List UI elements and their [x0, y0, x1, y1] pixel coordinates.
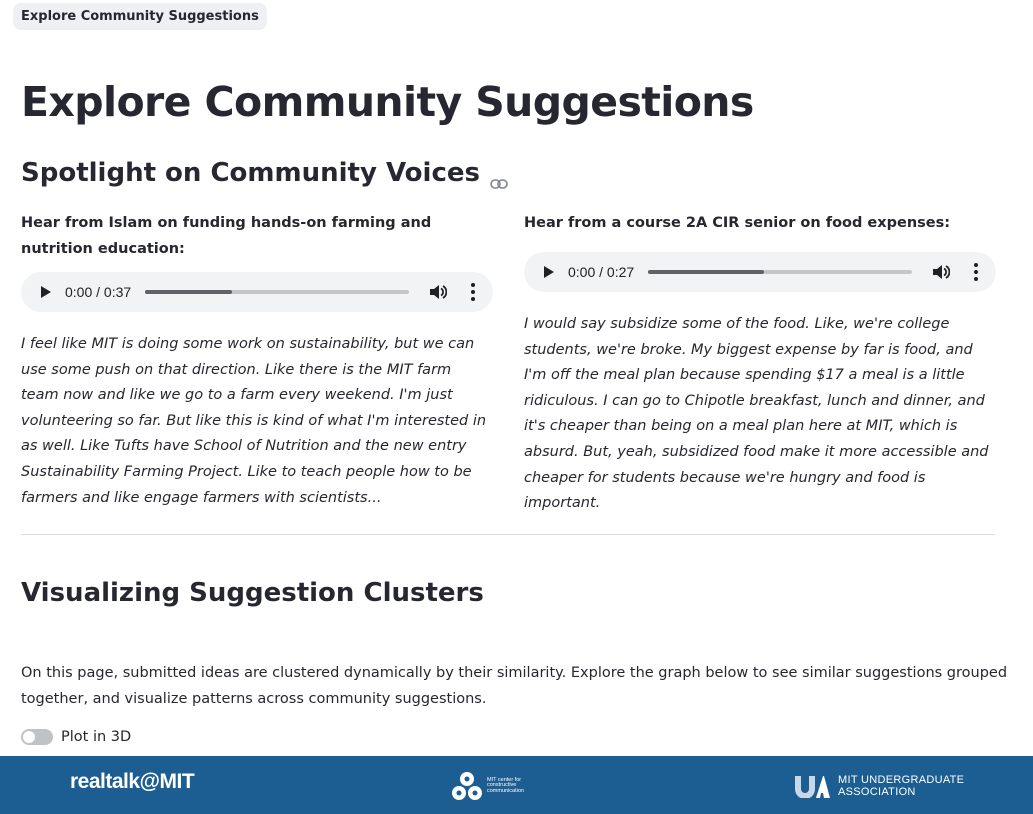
- audio-progress-fill: [145, 290, 232, 294]
- ua-mark-icon: [794, 774, 830, 798]
- voice-card-1: [21, 210, 493, 511]
- voice-heading: Hear from a course 2A CIR senior on food expenses:: [524, 215, 951, 231]
- audio-time: 0:00 / 0:27: [568, 264, 635, 280]
- audio-player[interactable]: [524, 252, 996, 292]
- plot-3d-toggle[interactable]: [21, 729, 131, 745]
- play-icon[interactable]: [544, 266, 554, 278]
- divider: [21, 534, 995, 535]
- more-options-icon[interactable]: [974, 263, 978, 281]
- realtalk-logo[interactable]: realtalk@MIT: [70, 770, 195, 793]
- ccc-logo-text: MIT center for constructive communication: [487, 776, 524, 794]
- audio-progress-fill: [648, 270, 764, 274]
- more-options-icon[interactable]: [471, 283, 475, 301]
- ua-logo-text: [838, 774, 964, 798]
- ua-line-2: ASSOCIATION: [838, 786, 916, 798]
- play-icon[interactable]: [41, 286, 51, 298]
- ccc-mark-icon: [450, 770, 484, 802]
- footer: [0, 756, 1033, 814]
- link-icon[interactable]: [490, 167, 508, 179]
- voice-quote: I would say subsidize some of the food. Like, we're college students, we're broke. My biggest expense by far is food, and I'm off the meal plan because spending $17 a meal is a little ridiculous. I can go to Chipotle breakfast, lunch and dinner, and it's cheaper than being on a meal plan here at MIT, which is absurd. But, yeah, subsidized food make it more accessible and cheaper for students because we're hungry and food is important.: [524, 316, 989, 512]
- ua-logo[interactable]: [794, 774, 964, 798]
- audio-time: 0:00 / 0:37: [65, 284, 132, 300]
- clusters-title: Visualizing Suggestion Clusters: [21, 578, 484, 608]
- voice-heading: Hear from Islam on funding hands-on farming and nutrition education:: [21, 215, 432, 257]
- ccc-logo[interactable]: [450, 770, 547, 802]
- volume-icon[interactable]: [932, 264, 950, 280]
- ua-line-1: MIT UNDERGRADUATE: [838, 774, 965, 786]
- page-title: Explore Community Suggestions: [21, 78, 754, 126]
- audio-progress-bar[interactable]: [145, 290, 409, 294]
- spotlight-title: [21, 158, 508, 188]
- voice-card-2: [524, 210, 996, 517]
- clusters-description: On this page, submitted ideas are clustered dynamically by their similarity. Explore the graph below to see similar suggestions grouped together, and visualize patterns across community suggestions.: [21, 665, 1008, 707]
- audio-player[interactable]: [21, 272, 493, 312]
- toggle-knob: [23, 731, 35, 743]
- voice-quote: I feel like MIT is doing some work on sustainability, but we can use some push on that direction. Like there is the MIT farm team now and like we go to a farm every weekend. I'm just volunteering so far. But like this is kind of what I'm interested in as well. Like Tufts have School of Nutrition and the new entry Sustainability Farming Project. Like to teach people how to be farmers and like engage farmers with scientists...: [21, 336, 487, 506]
- toggle-label: Plot in 3D: [61, 729, 132, 745]
- toggle-switch[interactable]: [21, 729, 53, 745]
- volume-icon[interactable]: [429, 284, 447, 300]
- spotlight-title-text: Spotlight on Community Voices: [21, 158, 480, 188]
- audio-progress-bar[interactable]: [648, 270, 912, 274]
- page-tab[interactable]: Explore Community Suggestions: [13, 3, 267, 30]
